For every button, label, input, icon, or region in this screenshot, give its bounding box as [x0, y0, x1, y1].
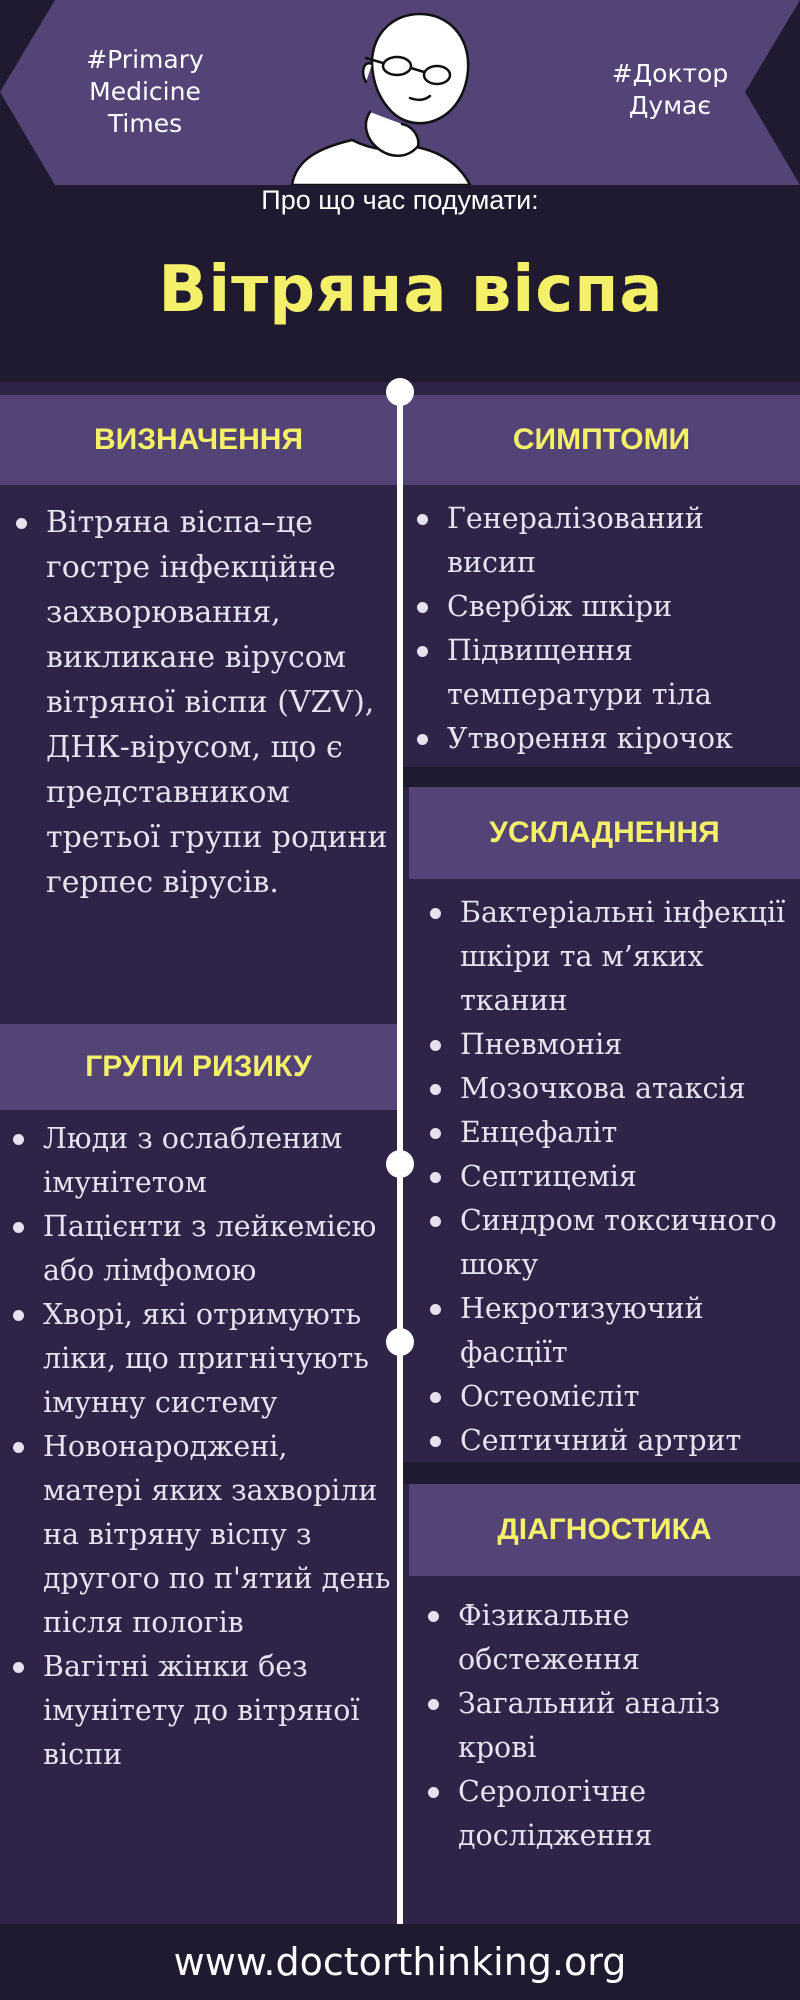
list-item: Септичний артрит	[426, 1419, 800, 1463]
list-item: Вітряна віспа–це гостре інфекційне захворювання, викликане вірусом вітряної віспи (VZV), ДНК-вірусом, що є представником третьої групи родини герпес вірусів.	[12, 500, 390, 905]
complications-list	[426, 891, 800, 1463]
risk-groups-heading: ГРУПИ РИЗИКУ	[0, 1024, 397, 1110]
risk-groups-list	[9, 1117, 395, 1777]
definition-heading: ВИЗНАЧЕННЯ	[0, 395, 397, 485]
list-item: Фізикальне обстеження	[424, 1594, 794, 1682]
list-item: Підвищення температури тіла	[413, 629, 793, 717]
list-item: Мозочкова атаксія	[426, 1067, 800, 1111]
page-title: Вітряна віспа	[158, 253, 664, 327]
list-item: Пневмонія	[426, 1023, 800, 1067]
list-item: Некротизуючий фасціїт	[426, 1287, 800, 1375]
list-item: Загальний аналіз крові	[424, 1682, 794, 1770]
list-item: Серологічне дослідження	[424, 1770, 794, 1858]
list-item: Генералізований висип	[413, 497, 793, 585]
list-item: Новонароджені, матері яких захворіли на вітряну віспу з другого по п'ятий день після пологів	[9, 1425, 395, 1645]
footer-website-link[interactable]: www.doctorthinking.org	[0, 1924, 800, 2000]
list-item: Септицемія	[426, 1155, 800, 1199]
list-item: Утворення кірочок	[413, 717, 793, 761]
list-item: Енцефаліт	[426, 1111, 800, 1155]
timeline-dot	[386, 1328, 414, 1356]
list-item: Синдром токсичного шоку	[426, 1199, 800, 1287]
timeline-dot	[386, 1150, 414, 1178]
diagnostics-heading: ДІАГНОСТИКА	[409, 1484, 800, 1576]
list-item: Вагітні жінки без імунітету до вітряної віспи	[9, 1645, 395, 1777]
page-subtitle: Про що час подумати:	[261, 185, 539, 215]
section-divider	[403, 1462, 800, 1484]
list-item: Пацієнти з лейкемією або лімфомою	[9, 1205, 395, 1293]
section-divider	[403, 767, 800, 787]
doctor-thinks-tag: #Доктор Думає	[611, 59, 729, 120]
list-item: Люди з ослабленим імунітетом	[9, 1117, 395, 1205]
primary-medicine-times-tag: #Primary Medicine Times	[86, 45, 204, 138]
list-item: Хворі, які отримують ліки, що пригнічують імунну систему	[9, 1293, 395, 1425]
list-item: Свербіж шкіри	[413, 585, 793, 629]
symptoms-heading: СИМПТОМИ	[403, 395, 800, 485]
diagnostics-list	[424, 1594, 794, 1858]
timeline-dot	[386, 378, 414, 406]
definition-list	[12, 500, 390, 905]
complications-heading: УСКЛАДНЕННЯ	[409, 787, 800, 879]
list-item: Остеомієліт	[426, 1375, 800, 1419]
symptoms-list	[413, 497, 793, 761]
list-item: Бактеріальні інфекції шкіри та м’яких тканин	[426, 891, 800, 1023]
